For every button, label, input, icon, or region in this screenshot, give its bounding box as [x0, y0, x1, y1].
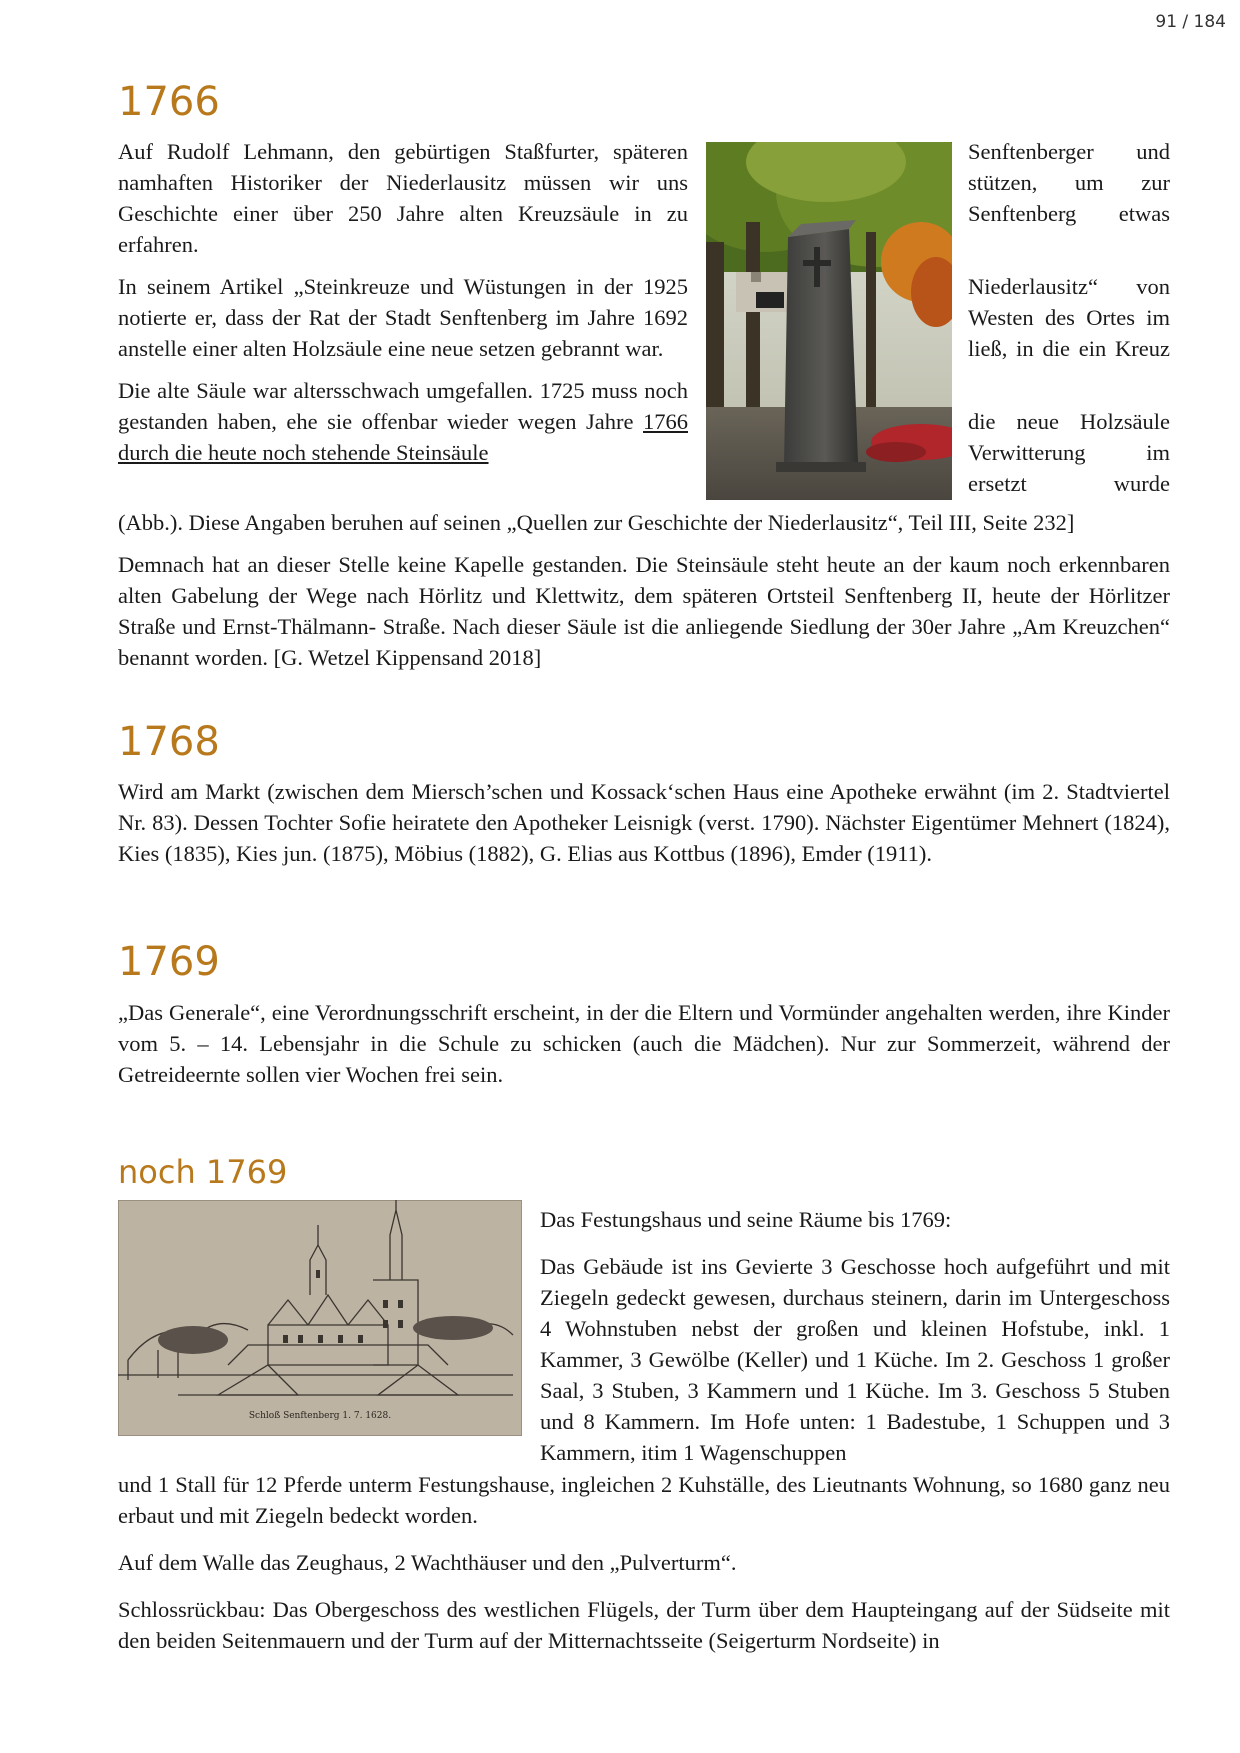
- paragraph: Schlossrückbau: Das Obergeschoss des westlichen Flügels, der Turm über dem Haupteingang auf der Südseite mit den beiden Seitenmauern und der Turm auf der Mitternachtsseite (Seigerturm Nordseite) in: [118, 1597, 1170, 1653]
- section-1768-text: [118, 776, 1170, 869]
- image-caption: Schloß Senftenberg 1. 7. 1628.: [248, 1411, 392, 1421]
- paragraph: die neue Holzsäule Verwitterung im ersetzt wurde: [968, 409, 1170, 496]
- paragraph: Demnach hat an dieser Stelle keine Kapelle gestanden. Die Steinsäule steht heute an der kaum noch erkennbaren alten Gabelung der Wege nach Hörlitz und Klettwitz, dem späteren Ortsteil Senftenberg II, heute der Hörlitzer Straße und Ernst-Thälmann- Straße. Nach dieser Säule ist die anliegende Siedlung der 30er Jahre „Am Kreuzchen“ benannt worden. [G. Wetzel Kippensand 2018]: [118, 552, 1170, 670]
- noch-1769-full-text: [118, 1469, 1170, 1656]
- section-1766-full-text: [118, 507, 1170, 673]
- page-number: 91 / 184: [1155, 12, 1226, 32]
- paragraph: Niederlausitz“ von Westen des Ortes im ließ, in die ein Kreuz: [968, 274, 1170, 361]
- noch-1769-right-column: [540, 1204, 1170, 1468]
- section-heading-noch-1769: noch 1769: [118, 1153, 288, 1191]
- paragraph: und 1 Stall für 12 Pferde unterm Festungshause, ingleichen 2 Kuhställe, des Lieutnants Wohnung, so 1680 ganz neu erbaut und mit Ziegeln bedeckt worden.: [118, 1472, 1170, 1528]
- castle-drawing-image: [118, 1200, 522, 1436]
- section-1769-text: [118, 997, 1170, 1090]
- paragraph: Wird am Markt (zwischen dem Miersch’schen und Kossack‘schen Haus eine Apotheke erwähnt (im 2. Stadtviertel Nr. 83). Dessen Tochter Sofie heiratete den Apotheker Leisnigk (verst. 1790). Nächster Eigentümer Mehnert (1824), Kies (1835), Kies jun. (1875), Möbius (1882), G. Elias aus Kottbus (1896), Emder (1911).: [118, 779, 1170, 866]
- paragraph: Das Gebäude ist ins Gevierte 3 Geschosse hoch aufgeführt und mit Ziegeln gedeckt gewesen, durchaus steinern, darin im Untergeschoss 4 Wohnstuben nebst der großen und kleinen Hofstube, inkl. 1 Kammer, 3 Gewölbe (Keller) und 1 Küche. Im 2. Geschoss 1 großer Saal, 3 Stuben, 3 Kammern und 1 Küche. Im 3. Geschoss 5 Stuben und 8 Kammern. Im Hofe unten: 1 Badestube, 1 Schuppen und 3 Kammern, itim 1 Wagenschuppen: [540, 1254, 1170, 1465]
- stone-column-photo: [706, 142, 952, 500]
- paragraph: Auf dem Walle das Zeughaus, 2 Wachthäuser und den „Pulverturm“.: [118, 1550, 737, 1575]
- section-heading-1766: 1766: [118, 79, 220, 125]
- section-1766-right-column: [968, 136, 1170, 499]
- paragraph: In seinem Artikel „Steinkreuze und Wüstungen in der 1925 notierte er, dass der Rat der Stadt Senftenberg im Jahre 1692 anstelle einer alten Holzsäule eine neue setzen gebrannt war.: [118, 274, 688, 361]
- paragraph: Auf Rudolf Lehmann, den gebürtigen Staßfurter, späteren namhaften Historiker der Niederlausitz müssen wir uns Geschichte einer über 250 Jahre alten Kreuzsäule in zu erfahren.: [118, 139, 688, 257]
- section-1766-left-column: [118, 136, 688, 468]
- paragraph: „Das Generale“, eine Verordnungsschrift erscheint, in der die Eltern und Vormünder angehalten werden, ihre Kinder vom 5. – 14. Lebensjahr in die Schule zu schicken (auch die Mädchen). Nur zur Sommerzeit, während der Getreideernte sollen vier Wochen frei sein.: [118, 1000, 1170, 1087]
- paragraph: Die alte Säule war altersschwach umgefallen. 1725 muss noch gestanden haben, ehe sie offenbar wieder wegen Jahre 1766 durch die heute noch stehende Steinsäule: [118, 378, 688, 465]
- paragraph: Das Festungshaus und seine Räume bis 1769:: [540, 1207, 952, 1232]
- paragraph: (Abb.). Diese Angaben beruhen auf seinen „Quellen zur Geschichte der Niederlausitz“, Teil III, Seite 232]: [118, 510, 1075, 535]
- section-heading-1769: 1769: [118, 939, 220, 985]
- paragraph: Senftenberger und stützen, um zur Senftenberg etwas: [968, 139, 1170, 226]
- section-heading-1768: 1768: [118, 719, 220, 765]
